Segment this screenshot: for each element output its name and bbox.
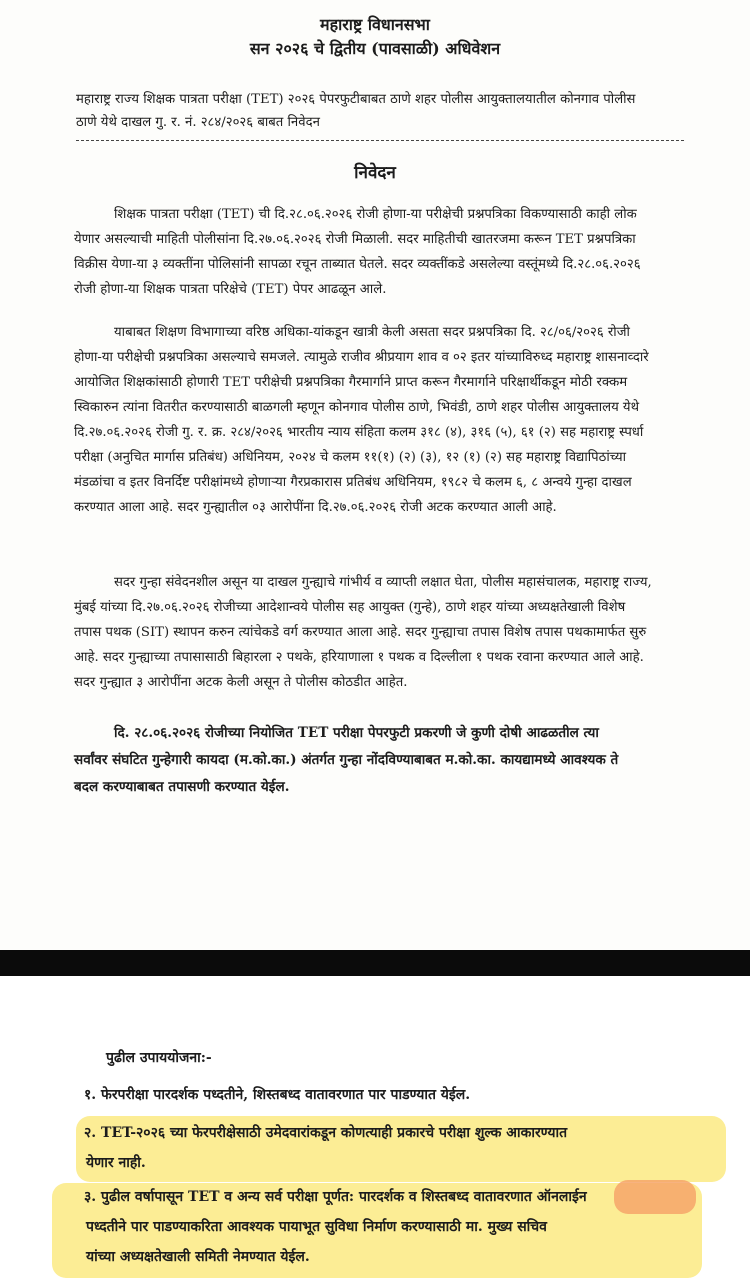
text-line: येणार नाही. bbox=[86, 1155, 146, 1171]
text-line: सर्वांवर संघटित गुन्हेगारी कायदा (म.को.का.) अंतर्गत गुन्हा नोंदविण्याबाबत म.को.का. कायद्यामध्ये आवश्यक ते bbox=[74, 752, 619, 768]
measure-item-1 bbox=[84, 1080, 724, 1110]
text-line: आयोजित शिक्षकांसाठी होणारी TET परीक्षेची प्रश्नपत्रिका गैरमार्गाने प्राप्त करून गैरमार्गाने परिक्षार्थीकडून मोठी रक्कम bbox=[74, 375, 628, 390]
paragraph-2 bbox=[74, 320, 682, 520]
text-line: याबाबत शिक्षण विभागाच्या वरिष्ठ अधिका-यांकडून खात्री केली असता सदर प्रश्नपत्रिका दि. २८/०६/२०२६ रोजी bbox=[114, 325, 630, 340]
text-line: विक्रीस येणा-या ३ व्यक्तींना पोलिसांनी सापळा रचून ताब्यात घेतले. सदर व्यक्तींकडे असलेल्या वस्तूंमध्ये दि.२८.०६.२०२६ bbox=[74, 257, 641, 272]
text-line: मंडळांचा व इतर विनर्दिष्ट परीक्षांमध्ये होणाऱ्या गैरप्रकारास प्रतिबंध अधिनियम, १९८२ चे कलम ६, ८ अन्वये गुन्हा दाखल bbox=[74, 475, 632, 490]
text-line: होणा-या परीक्षेची प्रश्नपत्रिका असल्याचे समजले. त्यामुळे राजीव श्रीप्रयाग शाव व ०२ इतर यांच्याविरुध्द महाराष्ट्र शासनाव्दारे bbox=[74, 350, 649, 365]
text-line: ३. पुढील वर्षापासून TET व अन्य सर्व परीक्षा पूर्णत: पारदर्शक व शिस्तबध्द वातावरणात ऑनलाईन bbox=[84, 1189, 587, 1205]
text-line: करण्यात आला आहे. सदर गुन्ह्यातील ०३ आरोपींना दि.२७.०६.२०२६ रोजी अटक करण्यात आली आहे. bbox=[74, 500, 557, 515]
text-line: दि. २८.०६.२०२६ रोजीच्या नियोजित TET परीक्षा पेपरफुटी प्रकरणी जे कुणी दोषी आढळतील त्या bbox=[114, 725, 599, 741]
assembly-title: महाराष्ट्र विधानसभा bbox=[320, 15, 430, 34]
session-title: सन २०२६ चे द्वितीय (पावसाळी) अधिवेशन bbox=[249, 39, 501, 58]
text-line: १. फेरपरीक्षा पारदर्शक पध्दतीने, शिस्तबध्द वातावरणात पार पाडण्यात येईल. bbox=[84, 1087, 471, 1103]
text-line: सदर गुन्हा संवेदनशील असून या दाखल गुन्ह्याचे गांभीर्य व व्याप्ती लक्षात घेता, पोलीस महासंचालक, महाराष्ट्र राज्य, bbox=[114, 575, 652, 590]
measure-item-3 bbox=[84, 1182, 724, 1272]
text-line: बदल करण्याबाबत तपासणी करण्यात येईल. bbox=[74, 779, 290, 795]
subject-block bbox=[76, 88, 682, 134]
text-line: शिक्षक पात्रता परीक्षा (TET) ची दि.२८.०६.२०२६ रोजी होणा-या परीक्षेची प्रश्नपत्रिका विकण्यासाठी काही लोक bbox=[114, 207, 637, 222]
text-line: येणार असल्याची माहिती पोलीसांना दि.२७.०६.२०२६ रोजी मिळाली. सदर माहितीची खातरजमा करून TET प्रश्नपत्रिका bbox=[74, 232, 636, 247]
black-divider-bar bbox=[0, 950, 750, 976]
text-line: मुंबई यांच्या दि.२७.०६.२०२६ रोजीच्या आदेशान्वये पोलीस सह आयुक्त (गुन्हे), ठाणे शहर यांच्या अध्यक्षतेखाली विशेष bbox=[74, 600, 626, 615]
text-line: रोजी होणा-या शिक्षक पात्रता परिक्षेचे (TET) पेपर आढळून आले. bbox=[74, 282, 387, 297]
subject-line: महाराष्ट्र राज्य शिक्षक पात्रता परीक्षा (TET) २०२६ पेपरफुटीबाबत ठाणे शहर पोलीस आयुक्तालयातील कोनगाव पोलीस bbox=[76, 92, 636, 107]
text-line: आहे. सदर गुन्ह्याच्या तपासासाठी बिहारला २ पथके, हरियाणाला १ पथक व दिल्लीला १ पथक रवाना करण्यात आले आहे. bbox=[74, 650, 644, 665]
text-line: तपास पथक (SIT) स्थापन करुन त्यांचेकडे वर्ग करण्यात आला आहे. सदर गुन्ह्याचा तपास विशेष तपास पथकामार्फत सुरु bbox=[74, 625, 647, 640]
text-line: २. TET-२०२६ च्या फेरपरीक्षेसाठी उमेदवारांकडून कोणत्याही प्रकारचे परीक्षा शुल्क आकारण्यात bbox=[84, 1125, 568, 1141]
dashed-separator bbox=[76, 140, 684, 141]
text-line: सदर गुन्ह्यात ३ आरोपींना अटक केली असून ते पोलीस कोठडीत आहेत. bbox=[74, 675, 408, 690]
text-line: स्विकारुन त्यांना वितरीत करण्यासाठी बाळगली म्हणून कोनगाव पोलीस ठाणे, भिवंडी, ठाणे शहर पोलीस आयुक्तालय येथे bbox=[74, 400, 640, 415]
measures-title: पुढील उपाययोजना:- bbox=[106, 1050, 212, 1066]
text-line: परीक्षा (अनुचित मार्गास प्रतिबंध) अधिनियम, २०२४ चे कलम ११(१) (२) (३), १२ (१) (२) सह महाराष्ट्र विद्यापिठांच्या bbox=[74, 450, 627, 465]
paragraph-3 bbox=[74, 570, 682, 695]
text-line: दि.२७.०६.२०२६ रोजी गु. र. क्र. २८४/२०२६ भारतीय न्याय संहिता कलम ३१८ (४), ३१६ (५), ६१ (२) सह महाराष्ट्र स्पर्धा bbox=[74, 425, 644, 440]
measure-item-2 bbox=[84, 1118, 724, 1178]
text-line: यांच्या अध्यक्षतेखाली समिती नेमण्यात येईल. bbox=[86, 1249, 310, 1265]
text-line: पध्दतीने पार पाडण्याकरिता आवश्यक पायाभूत सुविधा निर्माण करण्यासाठी मा. मुख्य सचिव bbox=[86, 1219, 547, 1235]
paragraph-4-bold bbox=[74, 720, 682, 801]
subject-line: ठाणे येथे दाखल गु. र. नं. २८४/२०२६ बाबत निवेदन bbox=[76, 115, 320, 130]
statement-title: निवेदन bbox=[354, 163, 396, 183]
paragraph-1 bbox=[74, 202, 682, 302]
